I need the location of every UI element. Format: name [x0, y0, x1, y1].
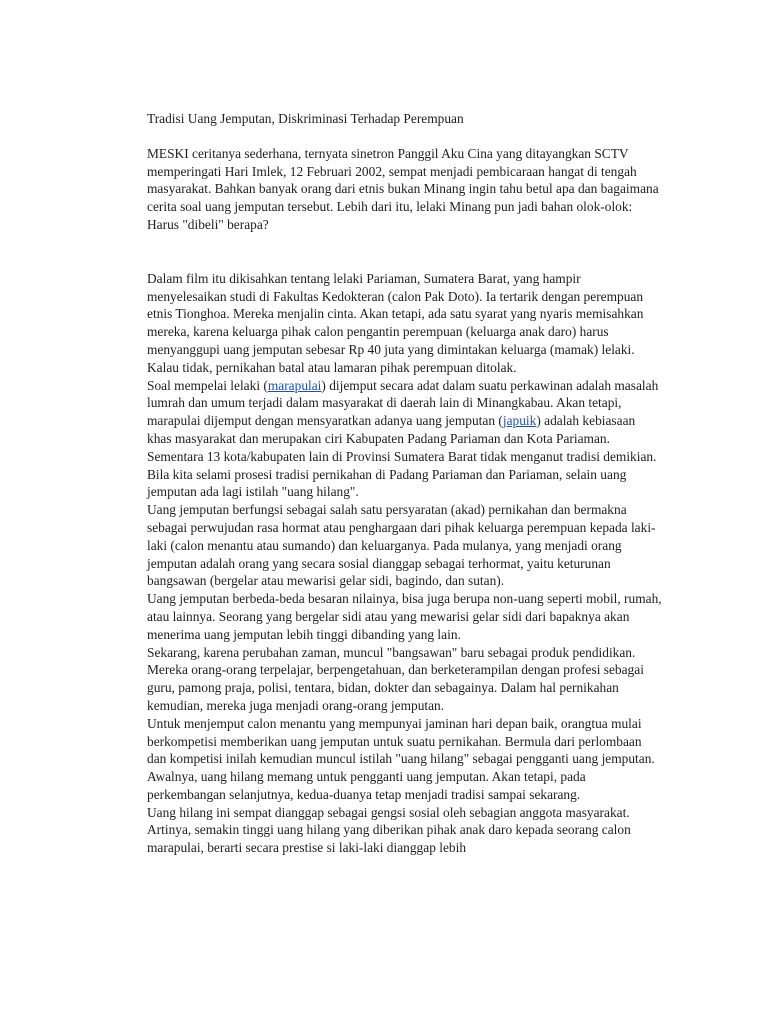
intro-paragraph: MESKI ceritanya sederhana, ternyata sinetron Panggil Aku Cina yang ditayangkan SCTV memperingati Hari Imlek, 12 Februari 2002, sempat menjadi pembicaraan hangat di tengah masyarakat. Bahkan banyak orang dari etnis bukan Minang ingin tahu betul apa dan bagaimana cerita soal uang jemputan tersebut. Lebih dari itu, lelaki Minang pun jadi bahan olok-olok: Harus "dibeli" berapa?: [147, 145, 659, 232]
marapulai-link[interactable]: marapulai: [267, 377, 322, 393]
article-title: Tradisi Uang Jemputan, Diskriminasi Terhadap Perempuan: [147, 111, 464, 126]
paragraph-1: Dalam film itu dikisahkan tentang lelaki Pariaman, Sumatera Barat, yang hampir menyelesaikan studi di Fakultas Kedokteran (calon Pak Doto). Ia tertarik dengan perempuan etnis Tionghoa. Mereka menjalin cinta. Akan tetapi, ada satu syarat yang nyaris memisahkan mereka, karena keluarga pihak calon pengantin perempuan (keluarga anak daro) harus menyanggupi uang jemputan sebesar Rp 40 juta yang dimintakan keluarga (mamak) lelaki. Kalau tidak, pernikahan batal atau lamaran pihak perempuan ditolak.: [147, 270, 644, 375]
paragraph-8: Uang hilang ini sempat dianggap sebagai gengsi sosial oleh sebagian anggota masyarakat. Artinya, semakin tinggi uang hilang yang diberikan pihak anak daro kepada seorang calon marapulai, berarti secara prestise si laki-laki dianggap lebih: [147, 804, 631, 856]
paragraph-3: Bila kita selami prosesi tradisi pernikahan di Padang Pariaman dan Pariaman, selain uang jemputan ada lagi istilah "uang hilang".: [147, 466, 627, 500]
paragraph-6: Sekarang, karena perubahan zaman, muncul "bangsawan" baru sebagai produk pendidikan. Mereka orang-orang terpelajar, berpengetahuan, dan berketerampilan dengan profesi sebagai guru, pamong praja, polisi, tentara, bidan, dokter dan sebagainya. Dalam hal pernikahan kemudian, mereka juga menjadi orang-orang jemputan.: [147, 644, 644, 713]
paragraph-2: [147, 377, 662, 466]
paragraph-2-text-c: ) adalah kebiasaan khas masyarakat dan merupakan ciri Kabupaten Padang Pariaman dan Kota Pariaman. Sementara 13 kota/kabupaten lain di Provinsi Sumatera Barat tidak menganut tradisi demikian.: [147, 413, 657, 464]
paragraph-7: Untuk menjemput calon menantu yang mempunyai jaminan hari depan baik, orangtua mulai berkompetisi memberikan uang jemputan untuk suatu pernikahan. Bermula dari perlombaan dan kompetisi inilah kemudian muncul istilah "uang hilang" sebagai pengganti uang jemputan. Awalnya, uang hilang memang untuk pengganti uang jemputan. Akan tetapi, pada perkembangan selanjutnya, kedua-duanya tetap menjadi tradisi sampai sekarang.: [147, 715, 655, 802]
paragraph-2-text-b: ) dijemput secara adat dalam suatu perkawinan adalah masalah lumrah dan umum terjadi dalam masyarakat di daerah lain di Minangkabau. Akan tetapi, marapulai dijemput dengan mensyaratkan adanya uang jemputan (: [147, 377, 659, 429]
paragraph-2-text-a: Soal mempelai lelaki (: [147, 377, 268, 393]
paragraph-4: Uang jemputan berfungsi sebagai salah satu persyaratan (akad) pernikahan dan bermakna sebagai perwujudan rasa hormat atau penghargaan dari pihak keluarga perempuan kepada laki-laki (calon menantu atau sumando) dan keluarganya. Pada mulanya, yang menjadi orang jemputan adalah orang yang secara sosial dianggap sebagai terhormat, yaitu keturunan bangsawan (bergelar atau mewarisi gelar sidi, bagindo, dan sutan).: [147, 502, 656, 589]
japuik-link[interactable]: japuik: [502, 413, 537, 429]
document-page: [147, 110, 662, 857]
paragraph-5: Uang jemputan berbeda-beda besaran nilainya, bisa juga berupa non-uang seperti mobil, rumah, atau lainnya. Seorang yang bergelar sidi atau yang mewarisi gelar sidi dari bapaknya akan menerima uang jemputan lebih tinggi dibanding yang lain.: [147, 591, 662, 642]
